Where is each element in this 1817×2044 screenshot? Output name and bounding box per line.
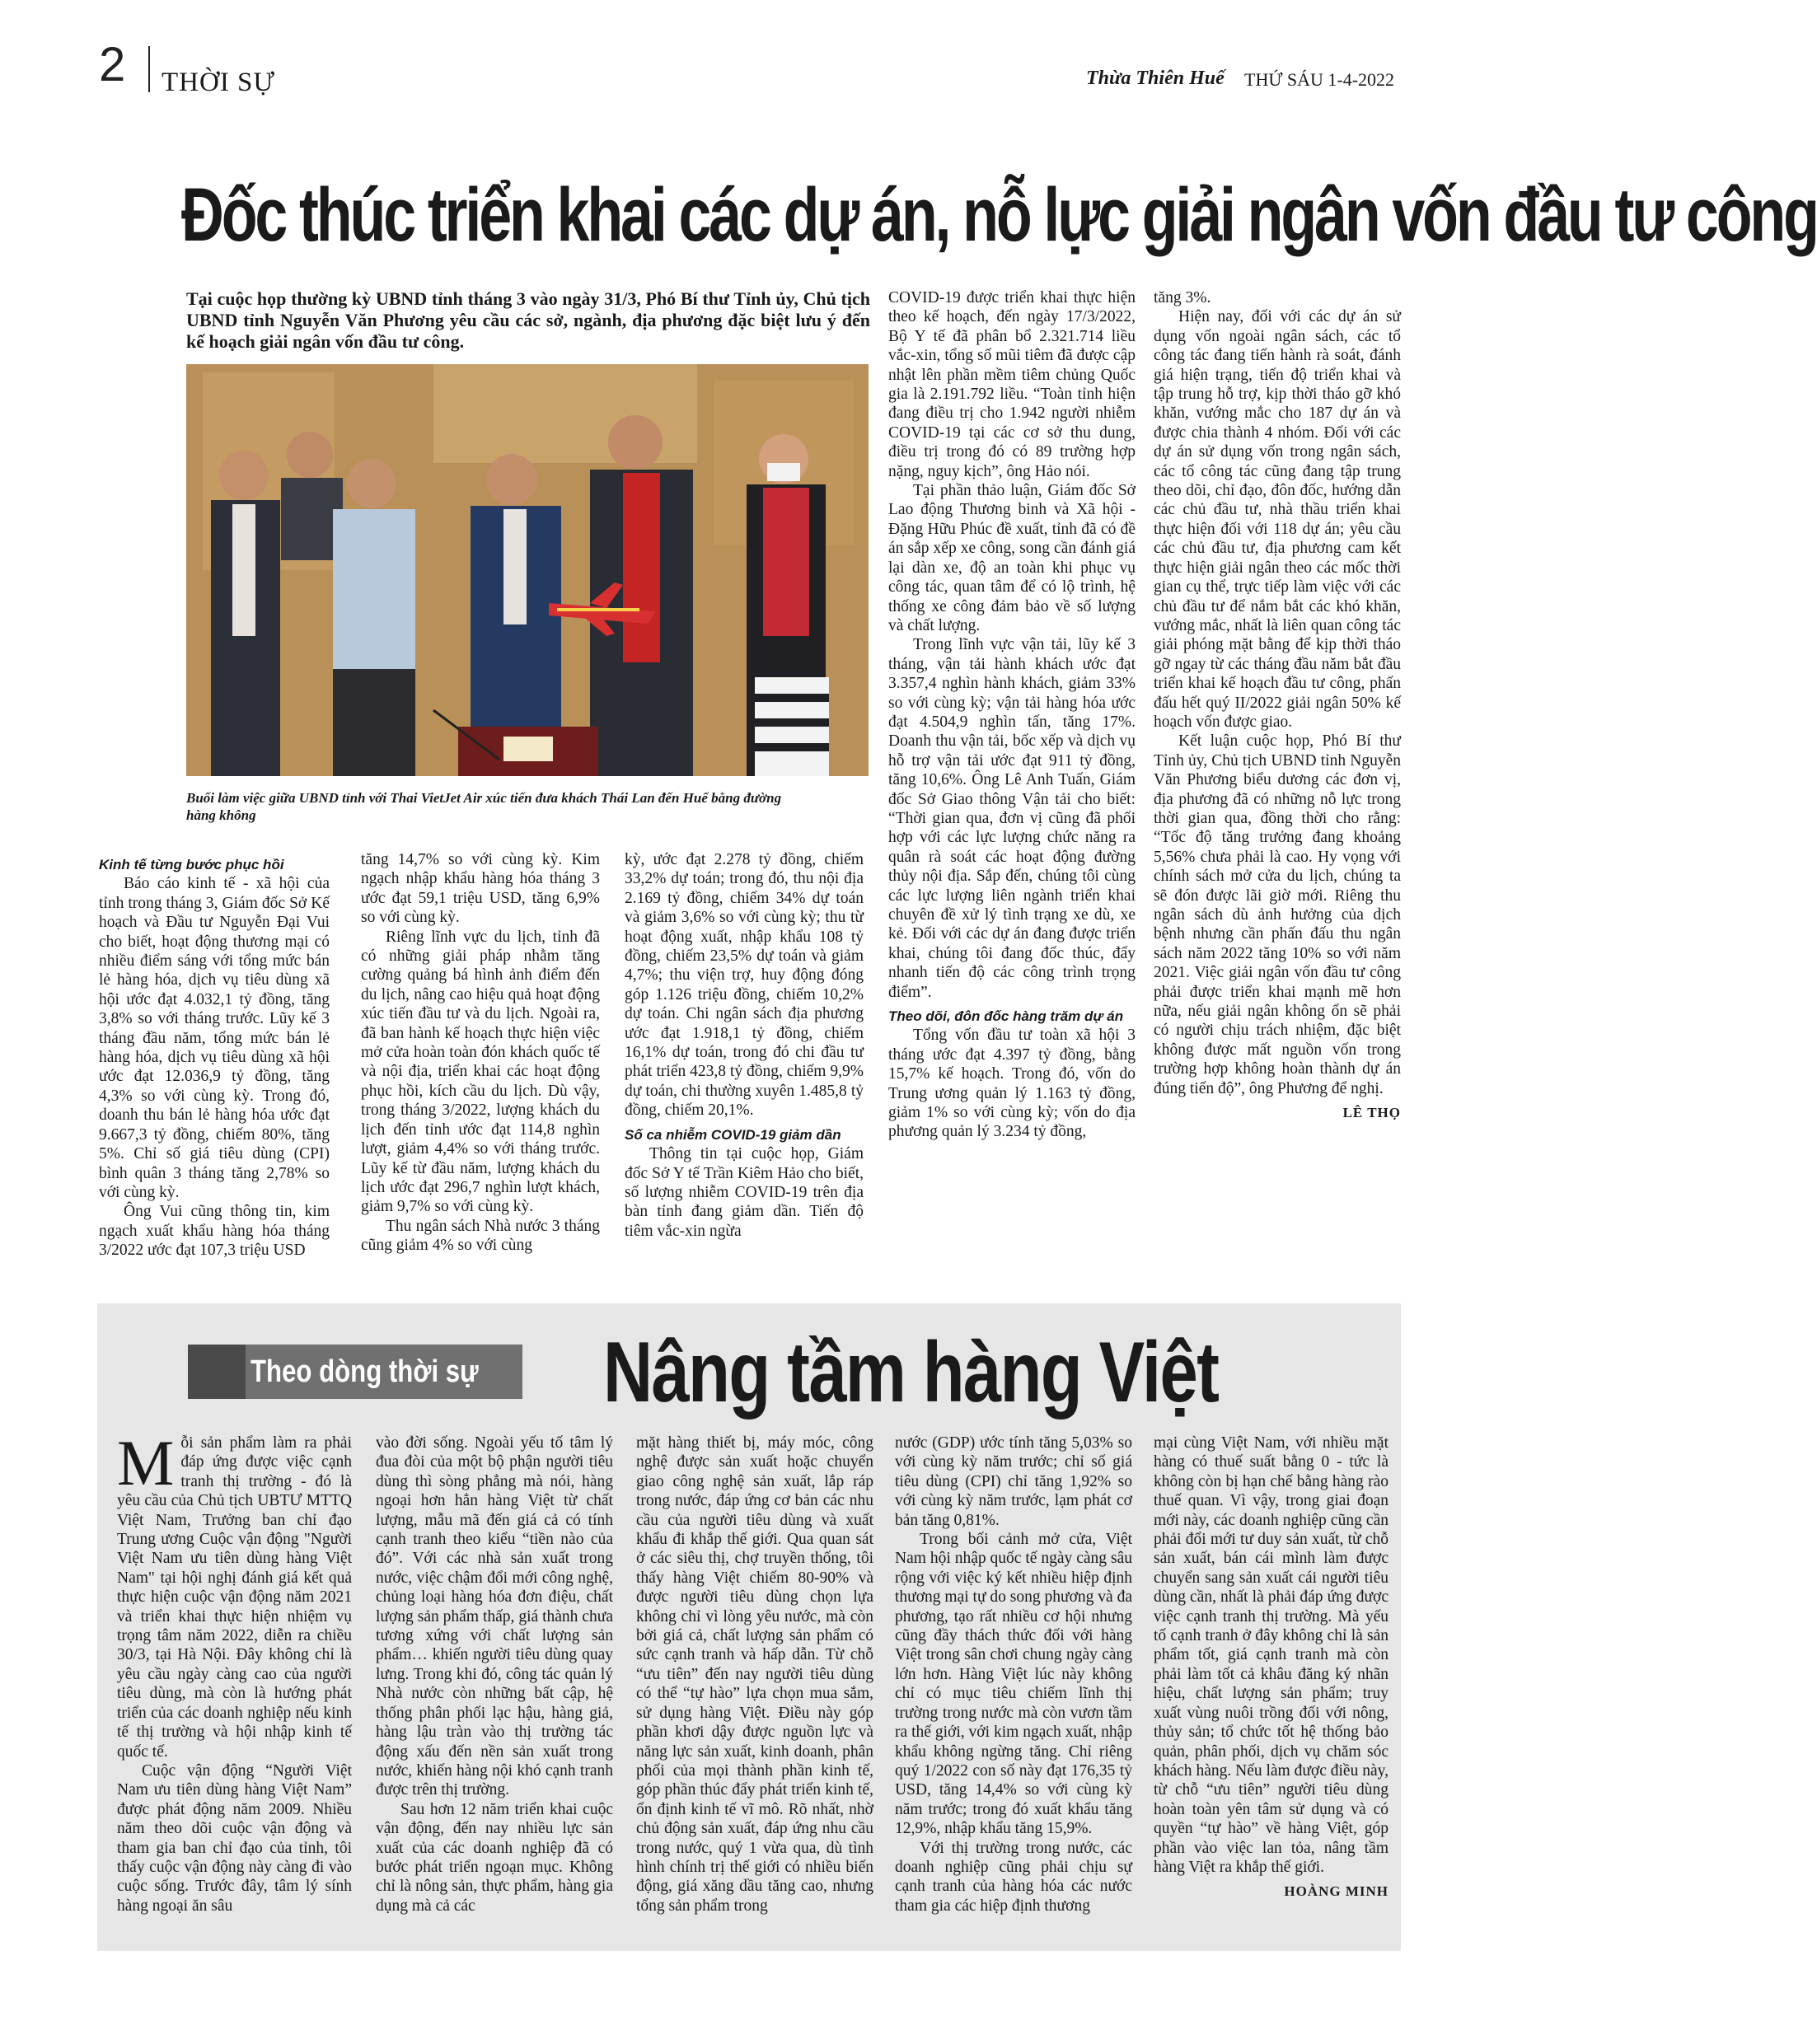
paragraph: Sau hơn 12 năm triển khai cuộc vận động, đến nay nhiều lực sản xuất của các doanh nghiệp đã có bước phát triển ngoạn mục. Không chỉ là nông sản, thực phẩm, hàng gia dụng mà cả các [376,1800,613,1915]
drop-cap: M [117,1427,175,1499]
article1-col2 [361,850,600,1256]
paragraph: Ông Vui cũng thông tin, kim ngạch xuất khẩu hàng hóa tháng 3/2022 ước đạt 107,3 triệu USD [99,1203,330,1260]
paragraph: Hiện nay, đối với các dự án sử dụng vốn ngoài ngân sách, các tổ công tác đang tiến hành rà soát, đánh giá hiện trạng, tiến độ triển khai và tập trung hỗ trợ, kịp thời tháo gỡ khó khăn, vướng mắc cho 187 dự án và được chia thành 4 nhóm. Đối với các dự án sử dụng vốn trong ngân sách, các tổ công tác cũng đang tập trung theo dõi, chỉ đạo, đôn đốc, hướng dẫn các chủ đầu tư, nhà thầu triển khai thực hiện đối với 118 dự án; yêu cầu các chủ đầu tư, địa phương cam kết thực hiện giải ngân theo các mốc thời gian cụ thể, trực tiếp làm việc với các chủ đầu tư để nắm bắt các khó khăn, vướng mắc, nhất là liên quan công tác giải phóng mặt bằng để kịp thời tháo gỡ ngay từ các tháng đầu năm bắt đầu triển khai kế hoạch đầu tư công, phấn đấu hết quý II/2022 giải ngân 50% kế hoạch vốn được giao. [1154,308,1401,731]
article1-col4 [888,288,1136,1142]
paragraph: mại cùng Việt Nam, với nhiều mặt hàng có thuế suất bằng 0 - tức là không còn bị hạn chế bằng hàng rào thuế quan. Vì vậy, trong giai đoạn mới này, các doanh nghiệp cũng cần phải đổi mới tư duy sản xuất, từ chỗ sản xuất, bán cái mình làm được chuyển sang sản xuất cái người tiêu dùng cần, nhất là phải đáp ứng được việc cạnh tranh thị trường. Mà yếu tố cạnh tranh ở đây không chỉ là sản phẩm tốt, giá cạnh tranh mà còn phải làm tốt cả khâu đăng ký nhãn hiệu, chất lượng sản phẩm; truy xuất vùng nuôi trồng đối với nông, thủy sản; tổ chức tốt hệ thống bảo quản, phân phối, dịch vụ chăm sóc khách hàng. Nếu làm được điều này, từ chỗ “ưu tiên” người tiêu dùng hoàn toàn yên tâm sử dụng và có quyền “tự hào” về hàng Việt, góp phần vào việc lan tỏa, nâng tầm hàng Việt ra khắp thế giới. [1154,1434,1389,1876]
paragraph: Riêng lĩnh vực du lịch, tỉnh đã có những giải pháp nhằm tăng cường quảng bá hình ảnh điểm đến du lịch, nâng cao hiệu quả hoạt động xúc tiến đầu tư và du lịch. Ngoài ra, đã ban hành kế hoạch thực hiện việc mở cửa hoàn toàn đón khách quốc tế và nội địa, triển khai các hoạt động phục hồi, kích cầu du lịch. Dù vậy, trong tháng 3/2022, lượng khách du lịch đến tỉnh ước đạt 114,8 nghìn lượt, giảm 4,4% so với tháng trước. Lũy kế từ đầu năm, lượng khách du lịch ước đạt 296,7 nghìn lượt khách, giảm 9,7% so với cùng kỳ. [361,928,600,1216]
photo-illustration [186,364,869,776]
paragraph: Báo cáo kinh tế - xã hội của tỉnh trong tháng 3, Giám đốc Sở Kế hoạch và Đầu tư Nguyễn Đại Vui cho biết, hoạt động thương mại có nhiều điểm sáng với tổng mức bán lẻ hàng hóa, dịch vụ tiêu dùng xã hội ước đạt 4.032,1 tỷ đồng, tăng 3,8% so với tháng trước. Lũy kế 3 tháng đầu năm, tổng mức bán lẻ hàng hóa, dịch vụ tiêu dùng xã hội ước đạt 12.036,9 tỷ đồng, tăng 4,3% so với cùng kỳ. Trong đó, doanh thu bán lẻ hàng hóa ước đạt 9.667,3 tỷ đồng, chiếm 80%, tăng 5%. Chỉ số giá tiêu dùng (CPI) bình quân 3 tháng tăng 2,78% so với cùng kỳ. [99,875,330,1201]
paragraph: kỳ, ước đạt 2.278 tỷ đồng, chiếm 33,2% dự toán; trong đó, thu nội địa 2.169 tỷ đồng, chiếm 34% dự toán và giảm 3,6% so với cùng kỳ; thu từ hoạt động xuất, nhập khẩu 108 tỷ đồng, chiếm 23,5% dự toán và giảm 4,7%; thu viện trợ, huy động đóng góp 1.126 triệu đồng, chiếm 10,2% dự toán. Chi ngân sách địa phương ước đạt 1.918,1 tỷ đồng, chiếm 16,1% dự toán, trong đó chi đầu tư phát triển 423,8 tỷ đồng, chiếm 9,9% dự toán, chi thường xuyên 1.485,8 tỷ đồng, chiếm 20,1%. [625,851,864,1120]
article2-col4 [895,1434,1132,1915]
author-signature: LÊ THỌ [1342,1105,1401,1121]
article2-col5 [1154,1434,1389,1901]
paragraph: Kết luận cuộc họp, Phó Bí thư Tỉnh ủy, Chủ tịch UBND tỉnh Nguyễn Văn Phương biểu dương các đơn vị, địa phương đã có những nỗ lực trong thời gian qua, đồng thời cho rằng: “Tốc độ tăng trưởng đang khoảng 5,56% chưa phải là cao. Hy vọng với chính sách mở cửa du lịch, chúng ta sẽ đón được lãi giờ mới. Riêng thu ngân sách dù ảnh hưởng của dịch bệnh nhưng cần phấn đấu thu ngân sách năm 2022 tăng 10% so với năm 2021. Việc giải ngân vốn đầu tư công phải được triển khai mạnh mẽ hơn nữa, nếu giải ngân không ổn sẽ phải có người chịu trách nhiệm, đặc biệt không được mất nguồn vốn trong trường hợp không hoàn thành dự án đúng tiến độ”, ông Phương để nghị. [1154,732,1401,1097]
paragraph: vào đời sống. Ngoài yếu tố tâm lý đua đòi của một bộ phận người tiêu dùng thì sòng phẳng mà nói, hàng ngoại hơn hẳn hàng Việt từ chất lượng, mẫu mã đến giá cả có tính cạnh tranh theo kiểu “tiền nào của đó”. Với các nhà sản xuất trong nước, việc chậm đổi mới công nghệ, chủng loại hàng hóa đơn điệu, chất lượng sản phẩm thấp, giá thành chưa tương xứng với chất lượng sản phẩm… khiến người tiêu dùng quay lưng. Trong khi đó, công tác quản lý Nhà nước còn những bất cập, hệ thống phân phối lạc hậu, hàng giả, hàng lậu tràn vào thị trường tác động xấu đến nền sản xuất trong nước, khiến hàng nội khó cạnh tranh được trên thị trường. [376,1434,613,1799]
article2-col3 [636,1434,873,1915]
article-photo [186,364,869,776]
subhead-2: Số ca nhiễm COVID-19 giảm dần [625,1126,841,1143]
article2-col2 [376,1434,613,1915]
article-headline: Đốc thúc triển khai các dự án, nỗ lực giải ngân vốn đầu tư công [181,173,1817,257]
subhead-3: Theo dõi, đôn đốc hàng trăm dự án [888,1008,1124,1025]
column-label-accent [188,1345,246,1399]
article1-col5 [1154,288,1401,1122]
paragraph: Trong lĩnh vực vận tải, lũy kế 3 tháng, vận tải hành khách ước đạt 3.357,4 nghìn hành khách, giảm 33% so với cùng kỳ; vận tải hàng hóa ước đạt 4.504,9 nghìn tấn, tăng 17%. Doanh thu vận tải, bốc xếp và dịch vụ hỗ trợ vận tải ước đạt 911 tỷ đồng, tăng 10,6%. Ông Lê Anh Tuấn, Giám đốc Sở Giao thông Vận tải cho biết: “Thời gian qua, đơn vị cũng đã phối hợp với các lực lượng chức năng ra quân rà soát các hoạt động đường thủy nội địa. Sắp đến, chúng tôi cùng các lực lượng liên ngành triển khai chuyên đề xử lý tình trạng xe dù, xe kẻ. Đối với các dự án đang được triển khai, chúng tôi đang đốc thúc, đẩy nhanh tiến độ các công trình trọng điểm”. [888,636,1136,1001]
column-headline: Nâng tầm hàng Việt [603,1325,1219,1420]
paragraph: COVID-19 được triển khai thực hiện theo kế hoạch, đến ngày 17/3/2022, Bộ Y tế đã phân bổ 2.321.714 liều vắc-xin, tổng số mũi tiêm đã được cập nhật lên phần mềm tiêm chủng Quốc gia là 2.191.792 liều. “Toàn tỉnh hiện đang điều trị cho 1.942 người nhiễm COVID-19 tại các cơ sở thu dung, điều trị trong đó có 89 trường hợp nặng, nguy kịch”, ông Hảo nói. [888,289,1136,480]
article-lead: Tại cuộc họp thường kỳ UBND tỉnh tháng 3 vào ngày 31/3, Phó Bí thư Tỉnh ủy, Chủ tịch UBND tỉnh Nguyễn Văn Phương yêu cầu các sở, ngành, địa phương đặc biệt lưu ý đến kế hoạch giải ngân vốn đầu tư công. [186,288,870,352]
paragraph: mặt hàng thiết bị, máy móc, công nghệ được sản xuất hoặc chuyển giao công nghệ sản xuất, lắp ráp trong nước, đáp ứng cơ bản các nhu cầu của người tiêu dùng và xuất khẩu đi khắp thế giới. Qua quan sát ở các siêu thị, chợ truyền thống, tôi thấy hàng Việt chiếm 80-90% và được người tiêu dùng chọn lựa không chỉ vì lòng yêu nước, mà còn bởi giá cả, chất lượng sản phẩm có sức cạnh tranh và hấp dẫn. Từ chỗ “ưu tiên” đến nay người tiêu dùng có thể “tự hào” lựa chọn mua sắm, sử dụng hàng Việt. Điều này góp phần khơi dậy được nguồn lực và năng lực sản xuất, kinh doanh, phân phối của mọi thành phần kinh tế, góp phần thúc đẩy phát triển kinh tế, ổn định kinh tế vĩ mô. Rõ nhất, nhờ chủ động sản xuất, đáp ứng nhu cầu trong nước, quý 1 vừa qua, dù tình hình chính trị thế giới có nhiều biến động, giá xăng dầu tăng cao, nhưng tổng sản phẩm trong [636,1434,873,1915]
article1-col3 [625,850,864,1241]
paragraph: Cuộc vận động “Người Việt Nam ưu tiên dùng hàng Việt Nam” được phát động năm 2009. Nhiều năm theo dõi cuộc vận động và tham gia ban chỉ đạo của tỉnh, tôi thấy cuộc vận động này càng đi vào cuộc sống. Trước đây, tâm lý sính hàng ngoại ăn sâu [117,1761,352,1915]
issue-date: THỨ SÁU 1-4-2022 [1244,69,1395,90]
article2-col1 [117,1427,352,1915]
paper-name: Thừa Thiên Huế [1086,68,1225,89]
paragraph: Thông tin tại cuộc họp, Giám đốc Sở Y tế Trần Kiêm Hảo cho biết, số lượng nhiễm COVID-19 trên địa bàn tỉnh đang giảm dần. Tiến độ tiêm vắc-xin ngừa [625,1145,864,1240]
paragraph: Mỗi sản phẩm làm ra phải đáp ứng được việc cạnh tranh thị trường - đó là yêu cầu của Chủ tịch UBTƯ MTTQ Việt Nam, Trưởng ban chỉ đạo Trung ương Cuộc vận động "Người Việt Nam ưu tiên dùng hàng Việt Nam" tại hội nghị đánh giá kết quả thực hiện cuộc vận động năm 2021 và triển khai thực hiện nhiệm vụ trọng tâm năm 2022, diễn ra chiều 30/3, tại Hà Nội. Đây không chỉ là yêu cầu ngày càng cao của người tiêu dùng, mà còn là hướng phát triển của các doanh nghiệp nếu kinh tế thị trường và hội nhập kinh tế quốc tế. [117,1427,352,1761]
paragraph: tăng 14,7% so với cùng kỳ. Kim ngạch nhập khẩu hàng hóa tháng 3 ước đạt 59,1 triệu USD, tăng 6,9% so với cùng kỳ. [361,851,600,927]
column-label-tab [188,1345,522,1399]
photo-caption: Buổi làm việc giữa UBND tỉnh với Thai VietJet Air xúc tiến đưa khách Thái Lan đến Huế bằng đường hàng không [186,790,782,823]
section-name: THỜI SỰ [162,68,276,97]
paragraph: tăng 3%. [1154,289,1211,306]
paragraph: nước (GDP) ước tính tăng 5,03% so với cùng kỳ năm trước; chỉ số giá tiêu dùng (CPI) chỉ tăng 1,92% so với cùng kỳ năm trước, lạm phát cơ bản tăng 0,81%. [895,1434,1132,1529]
article1-col1 [99,850,330,1261]
subhead-1: Kinh tế từng bước phục hồi [99,857,284,872]
paragraph: Trong bối cảnh mở cửa, Việt Nam hội nhập quốc tế ngày càng sâu rộng với việc ký kết nhiều hiệp định thương mại tự do song phương và đa phương, tạo rất nhiều cơ hội nhưng cũng đầy thách thức đối với hàng Việt trong sân chơi chung ngày càng lớn hơn. Hàng Việt lúc này không chỉ có mục tiêu chiếm lĩnh thị trường trong nước mà còn vươn tầm ra thế giới, với kim ngạch xuất, nhập khẩu không ngừng tăng. Chỉ riêng quý 1/2022 con số này đạt 176,35 tỷ USD, tăng 14,4% so với cùng kỳ năm trước; trong đó xuất khẩu tăng 12,9%, nhập khẩu tăng 15,9%. [895,1531,1132,1838]
paragraph: Tổng vốn đầu tư toàn xã hội 3 tháng ước đạt 4.397 tỷ đồng, bằng 15,7% kế hoạch. Trong đó, vốn do Trung ương quản lý 1.163 tỷ đồng, giảm 1% so với cùng kỳ; vốn do địa phương quản lý 3.234 tỷ đồng, [888,1027,1136,1141]
author-signature: HOÀNG MINH [1284,1883,1389,1900]
page-number: 2 [99,38,126,91]
paragraph: Thu ngân sách Nhà nước 3 tháng cũng giảm 4% so với cùng [361,1217,600,1255]
header-divider [148,46,150,92]
column-label: Theo dòng thời sự [251,1354,479,1389]
paragraph: Với thị trường trong nước, các doanh nghiệp cũng phải chịu sự cạnh tranh của hàng hóa các nước tham gia các hiệp định thương [895,1839,1132,1915]
paragraph: Tại phần thảo luận, Giám đốc Sở Lao động Thương binh và Xã hội - Đặng Hữu Phúc đề xuất, tỉnh đã có đề án sắp xếp xe công, song cần đánh giá lại dàn xe, độ an toàn khi phục vụ công tác, quan tâm để có lộ trình, hệ thống xe công đảm bảo về số lượng và chất lượng. [888,482,1136,634]
